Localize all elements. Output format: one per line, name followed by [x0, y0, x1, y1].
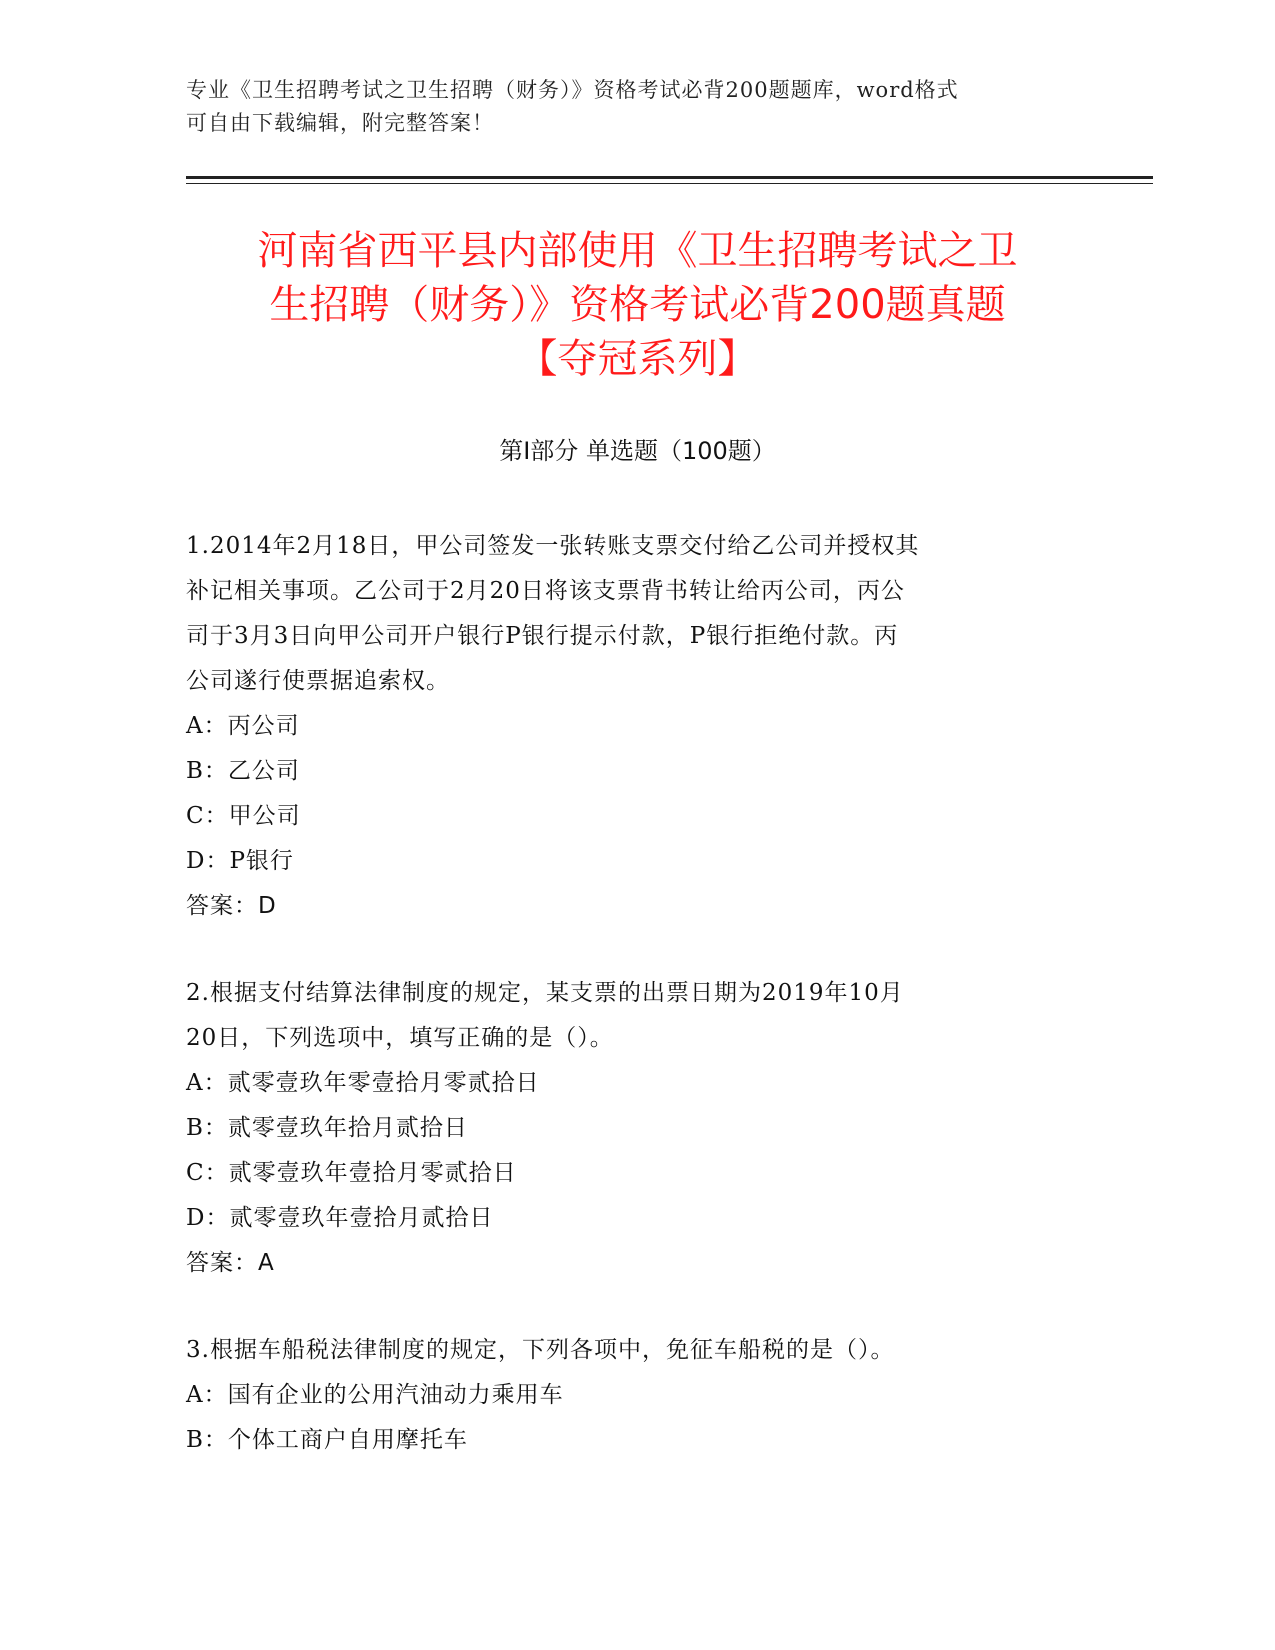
option-b: B：乙公司: [186, 758, 300, 784]
question-list: [186, 524, 1086, 1463]
question-stem-line: 1.2014年2月18日，甲公司签发一张转账支票交付给乙公司并授权其: [186, 533, 920, 559]
option-b: B：个体工商户自用摩托车: [186, 1427, 468, 1453]
question-stem-line: 2.根据支付结算法律制度的规定，某支票的出票日期为2019年10月: [186, 980, 904, 1006]
question-2: [186, 971, 1086, 1286]
section-heading: 第I部分 单选题（100题）: [499, 437, 776, 465]
question-stem-line: 公司遂行使票据追索权。: [186, 668, 450, 694]
answer-line: 答案：D: [186, 893, 277, 919]
question-stem-line: 3.根据车船税法律制度的规定，下列各项中，免征车船税的是（）。: [186, 1337, 895, 1363]
header-divider-thin: [186, 183, 1153, 184]
option-a: A：丙公司: [186, 713, 300, 739]
document-title: [150, 224, 1125, 386]
option-c: C：甲公司: [186, 803, 301, 829]
header-divider-thick: [186, 176, 1153, 179]
header-note-line-1: 专业《卫生招聘考试之卫生招聘（财务）》资格考试必背200题题库，word格式: [186, 78, 959, 102]
title-line-3: 【夺冠系列】: [517, 336, 758, 382]
question-3: [186, 1328, 1086, 1463]
option-d: D：P银行: [186, 848, 294, 874]
question-1: [186, 524, 1086, 929]
question-stem-line: 补记相关事项。乙公司于2月20日将该支票背书转让给丙公司，丙公: [186, 578, 905, 604]
header-note: [186, 74, 1086, 140]
question-spacer: [186, 1286, 1086, 1328]
title-line-2: 生招聘（财务）》资格考试必背200题真题: [269, 282, 1006, 328]
question-stem-line: 20日，下列选项中，填写正确的是（）。: [186, 1025, 614, 1051]
option-b: B：贰零壹玖年拾月贰拾日: [186, 1115, 468, 1141]
question-spacer: [186, 929, 1086, 971]
question-stem-line: 司于3月3日向甲公司开户银行P银行提示付款，P银行拒绝付款。丙: [186, 623, 899, 649]
header-note-line-2: 可自由下载编辑，附完整答案！: [186, 111, 494, 135]
option-a: A：贰零壹玖年零壹拾月零贰拾日: [186, 1070, 540, 1096]
option-d: D：贰零壹玖年壹拾月贰拾日: [186, 1205, 494, 1231]
option-a: A：国有企业的公用汽油动力乘用车: [186, 1382, 564, 1408]
title-line-1: 河南省西平县内部使用《卫生招聘考试之卫: [257, 228, 1018, 274]
answer-line: 答案：A: [186, 1250, 275, 1276]
option-c: C：贰零壹玖年壹拾月零贰拾日: [186, 1160, 517, 1186]
